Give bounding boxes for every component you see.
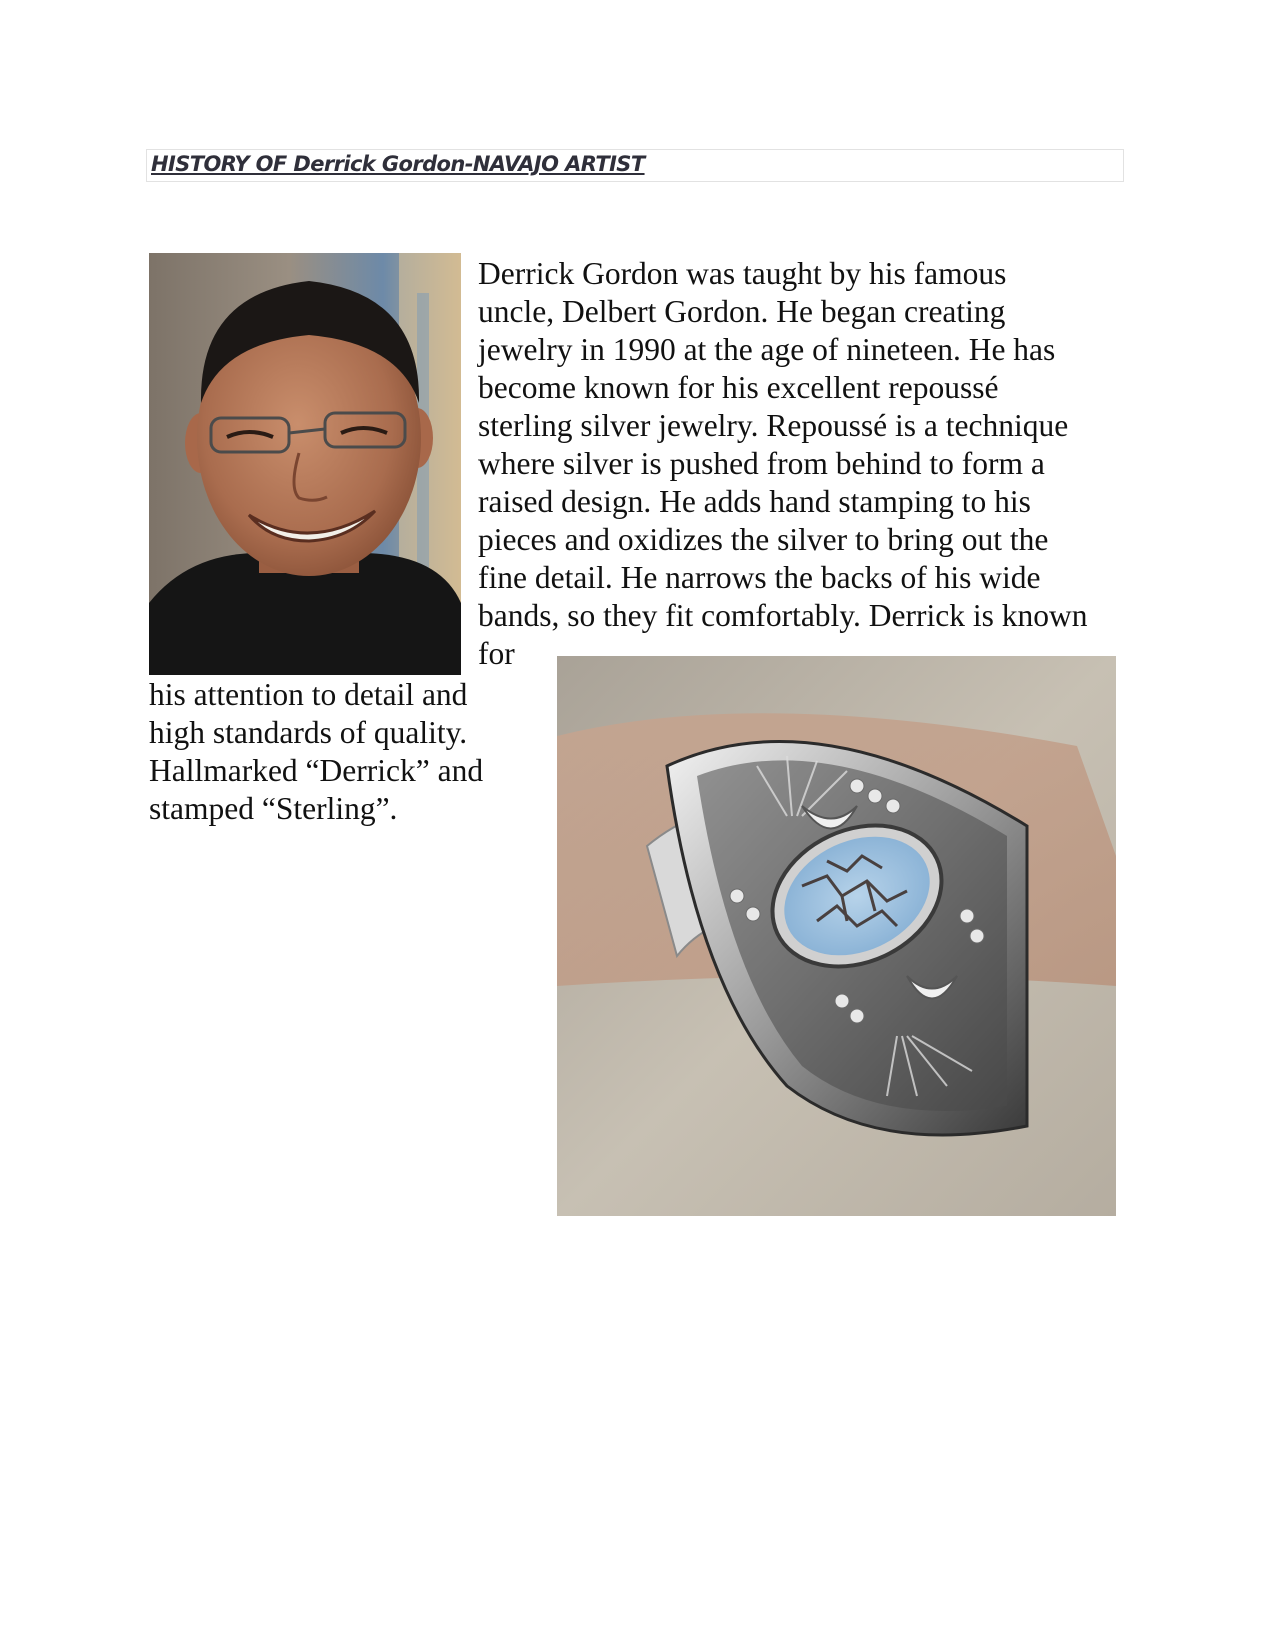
bracelet-image: [557, 656, 1116, 1216]
paragraph-line: high standards of quality.: [149, 715, 468, 750]
document-heading: HISTORY OF Derrick Gordon-NAVAJO ARTIST: [151, 152, 645, 176]
paragraph-line: Hallmarked “Derrick” and: [149, 753, 484, 788]
artist-portrait-photo: [149, 253, 461, 675]
paragraph-line: fine detail. He narrows the backs of his wide: [478, 560, 1041, 595]
artist-portrait-image: [149, 253, 461, 675]
paragraph-line: jewelry in 1990 at the age of nineteen. He has: [478, 332, 1056, 367]
paragraph-line: uncle, Delbert Gordon. He began creating: [478, 294, 1006, 329]
paragraph-line: bands, so they fit comfortably. Derrick is known: [478, 598, 1088, 633]
paragraph-line: his attention to detail and: [149, 677, 468, 712]
paragraph-line: for: [478, 636, 515, 671]
paragraph-line: sterling silver jewelry. Repoussé is a technique: [478, 408, 1069, 443]
paragraph-right-column: [478, 255, 1087, 673]
paragraph-left-column: [149, 676, 483, 828]
paragraph-line: stamped “Sterling”.: [149, 791, 398, 826]
paragraph-line: Derrick Gordon was taught by his famous: [478, 256, 1007, 291]
paragraph-line: where silver is pushed from behind to form a: [478, 446, 1045, 481]
bracelet-photo: [557, 656, 1116, 1216]
paragraph-line: pieces and oxidizes the silver to bring out the: [478, 522, 1049, 557]
heading-frame: [146, 149, 1124, 182]
paragraph-line: become known for his excellent repoussé: [478, 370, 999, 405]
paragraph-line: raised design. He adds hand stamping to his: [478, 484, 1031, 519]
